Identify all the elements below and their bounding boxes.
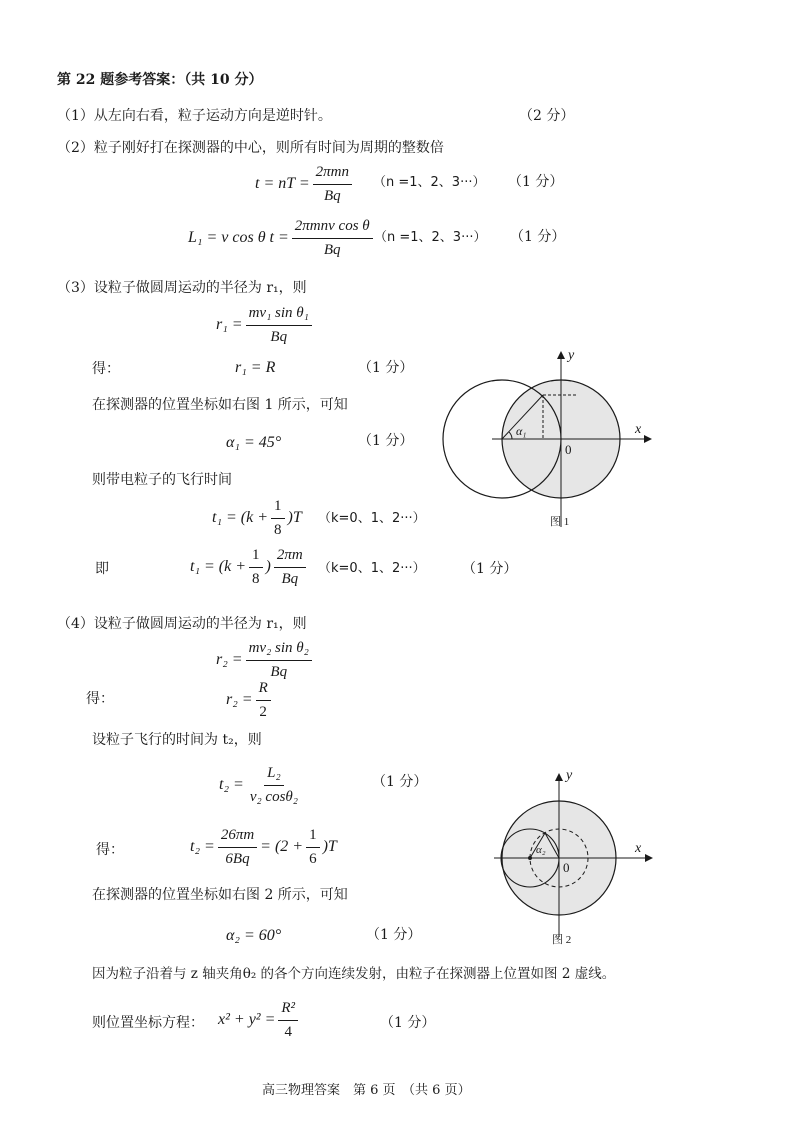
t1b-score: （1 分） xyxy=(462,561,518,577)
eq1-score: （1 分） xyxy=(508,174,564,190)
coord-eq-lhs: x² + y² = xyxy=(218,1011,276,1028)
r2-den: Bq xyxy=(270,663,288,680)
part3-eq-t1 xyxy=(212,498,302,538)
fig2-y-label: y xyxy=(566,768,573,783)
eq1-num: 2πmn xyxy=(313,164,352,185)
part2-eq1 xyxy=(255,164,355,204)
r2-lhs: r₂ = xyxy=(216,651,243,668)
fig1-y-label: y xyxy=(568,348,575,363)
fig1-y-arrow xyxy=(557,351,565,359)
t2b-rhs: )T xyxy=(322,838,337,855)
t1b-condition: （k=0、1、2···） xyxy=(318,561,426,576)
eq2-num: 2πmnv cos θ xyxy=(292,218,373,239)
part4-de2-label: 得： xyxy=(96,842,124,858)
part3-eq-r1 xyxy=(216,305,315,345)
part4-eq-t2b xyxy=(190,827,337,867)
r2-frac xyxy=(246,640,312,680)
part2-eq2 xyxy=(188,218,376,258)
t2-den: v₂ cosθ₂ xyxy=(249,788,299,805)
part4-text: （4）设粒子做圆周运动的半径为 r₁，则 xyxy=(57,616,307,632)
fig1-alpha-label: α₁ xyxy=(516,424,527,438)
t1b-frac2-num: 2πm xyxy=(274,547,306,568)
fig2-alpha-label: α₂ xyxy=(536,844,546,856)
part4-eq-r2 xyxy=(216,640,315,680)
t2-frac xyxy=(247,765,301,805)
eq2-condition: （n =1、2、3···） xyxy=(374,230,487,245)
fig2-x-label: x xyxy=(635,841,642,856)
part3-de-label: 得： xyxy=(92,361,120,377)
alpha1-score: （1 分） xyxy=(358,433,414,449)
t1-rhs: )T xyxy=(287,509,302,526)
eq1-condition: （n =1、2、3···） xyxy=(373,175,486,190)
part3-eq-t1b xyxy=(190,547,309,587)
t2-score: （1 分） xyxy=(372,774,428,790)
r1-result: r₁ = R xyxy=(235,359,276,376)
part3-flight-text: 则带电粒子的飞行时间 xyxy=(92,472,232,488)
page-footer: 高三物理答案 第 6 页 （共 6 页） xyxy=(262,1083,471,1098)
t1b-frac2 xyxy=(274,547,306,587)
r2-result-lhs: r₂ = xyxy=(226,691,253,708)
answer-title: 第 22 题参考答案：（共 10 分） xyxy=(57,72,263,88)
alpha2-score: （1 分） xyxy=(366,927,422,943)
t1b-frac1-num: 1 xyxy=(249,547,263,568)
r2-result-den: 2 xyxy=(259,703,267,720)
r1-score: （1 分） xyxy=(358,360,414,376)
r2-result-num: R xyxy=(256,680,271,701)
t2b-lhs: t₂ = xyxy=(190,838,215,855)
fig1-caption: 图 1 xyxy=(550,516,570,528)
part4-coord-text: 在探测器的位置坐标如右图 2 所示，可知 xyxy=(92,887,348,903)
r1-frac xyxy=(246,305,312,345)
t2b-frac2-num: 1 xyxy=(306,827,320,848)
t1b-frac1-den: 8 xyxy=(252,570,260,587)
eq1-frac xyxy=(313,164,352,204)
part3-coord-text: 在探测器的位置坐标如右图 1 所示，可知 xyxy=(92,397,348,413)
t2b-frac2-den: 6 xyxy=(309,850,317,867)
t2b-mid: = (2 + xyxy=(260,838,304,855)
t1-frac xyxy=(271,498,285,538)
eq2-frac xyxy=(292,218,373,258)
fig2-y-arrow xyxy=(555,773,563,781)
part4-coord-eq xyxy=(218,1000,301,1040)
t1-frac-den: 8 xyxy=(274,521,282,538)
fig2-origin-label: 0 xyxy=(563,860,570,875)
t1-lhs: t₁ = (k + xyxy=(212,509,269,526)
part4-eq-r2-result xyxy=(226,680,274,720)
part4-time-text: 设粒子飞行的时间为 t₂，则 xyxy=(92,732,262,748)
fig2-caption: 图 2 xyxy=(552,934,572,946)
fig1-x-label: x xyxy=(635,422,642,437)
fig2-x-arrow xyxy=(645,854,653,862)
r1-den: Bq xyxy=(270,328,288,345)
eq2-score: （1 分） xyxy=(510,229,566,245)
fig1-origin-label: 0 xyxy=(565,442,572,457)
eq2-lhs: L₁ = v cos θ t = xyxy=(188,229,289,246)
t2b-frac1 xyxy=(218,827,257,867)
alpha2: α₂ = 60° xyxy=(226,927,282,944)
coord-eq-frac xyxy=(278,1000,298,1040)
t2-num: L₂ xyxy=(264,765,284,786)
r2-result-frac xyxy=(256,680,271,720)
eq1-den: Bq xyxy=(324,187,341,204)
coord-eq-score: （1 分） xyxy=(380,1015,436,1031)
eq1-lhs: t = nT = xyxy=(255,175,310,192)
part4-de-label: 得： xyxy=(86,691,114,707)
t1b-frac1 xyxy=(249,547,263,587)
part4-coord-eq-label: 则位置坐标方程： xyxy=(92,1015,204,1031)
part1-score: （2 分） xyxy=(519,108,575,124)
t2b-frac1-num: 26πm xyxy=(218,827,257,848)
r1-num: mv₁ sin θ₁ xyxy=(246,305,312,326)
r1-lhs: r₁ = xyxy=(216,316,243,333)
t2-lhs: t₂ = xyxy=(219,776,244,793)
part3-ji-label: 即 xyxy=(95,561,109,577)
eq2-den: Bq xyxy=(323,241,341,258)
t2b-frac1-den: 6Bq xyxy=(225,850,250,867)
alpha1: α₁ = 45° xyxy=(226,434,282,451)
t1-frac-num: 1 xyxy=(271,498,285,519)
part1-text: （1）从左向右看，粒子运动方向是逆时针。 xyxy=(57,108,332,124)
coord-eq-num: R² xyxy=(278,1000,298,1021)
t2b-frac2 xyxy=(306,827,320,867)
fig1-x-arrow xyxy=(644,435,652,443)
part2-text: （2）粒子刚好打在探测器的中心，则所有时间为周期的整数倍 xyxy=(57,140,444,156)
part4-eq-t2 xyxy=(219,765,304,805)
t1-condition: （k=0、1、2···） xyxy=(318,511,426,526)
figure-2 xyxy=(490,765,665,950)
part3-text: （3）设粒子做圆周运动的半径为 r₁，则 xyxy=(57,280,307,296)
t1b-frac2-den: Bq xyxy=(281,570,299,587)
r2-num: mv₂ sin θ₂ xyxy=(246,640,312,661)
figure-1 xyxy=(430,345,660,540)
fig2-center-dot xyxy=(528,856,532,860)
coord-eq-den: 4 xyxy=(284,1023,292,1040)
t1b-lhs: t₁ = (k + xyxy=(190,558,247,575)
t1b-mid: ) xyxy=(265,558,271,575)
part4-because-text: 因为粒子沿着与 z 轴夹角θ₂ 的各个方向连续发射，由粒子在探测器上位置如图 2 虚线。 xyxy=(92,966,616,982)
